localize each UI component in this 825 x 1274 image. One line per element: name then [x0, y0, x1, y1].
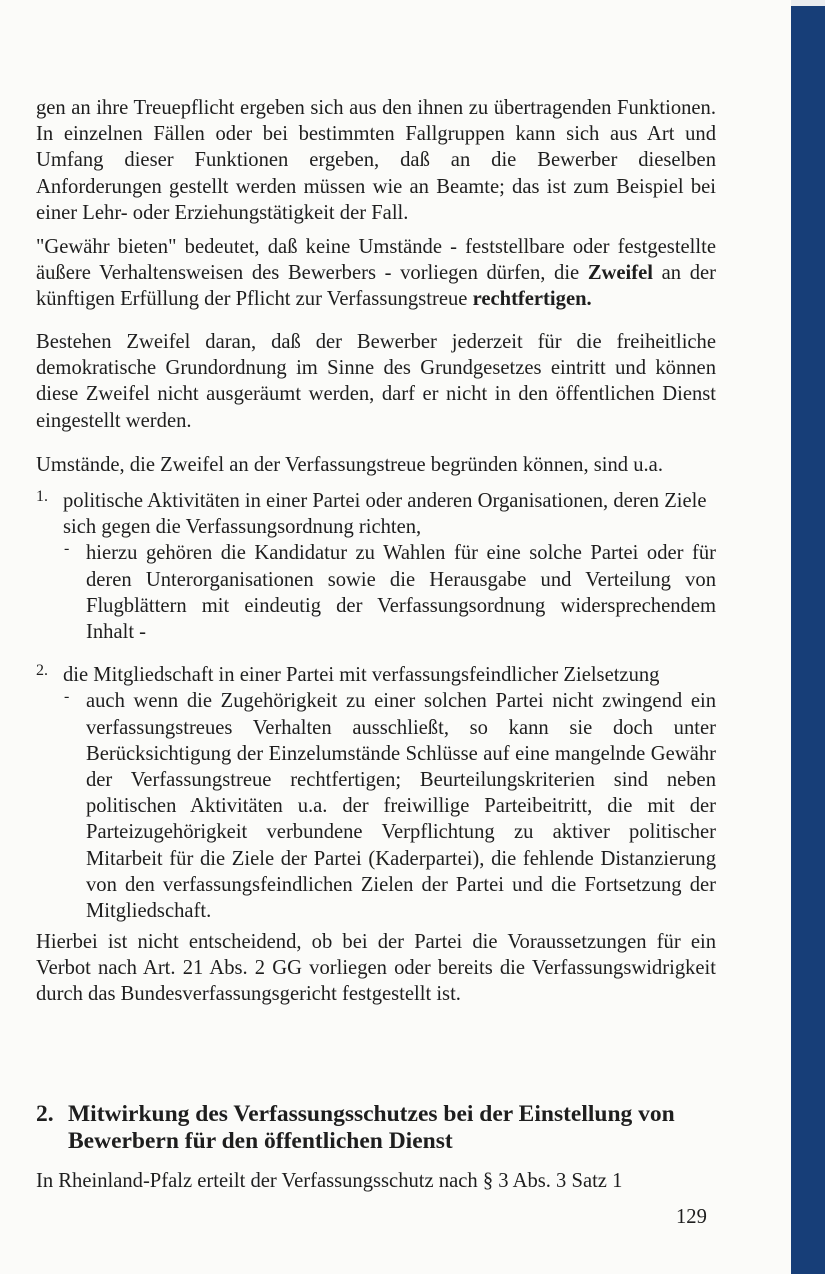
paragraph-gewaehr-bieten: [36, 234, 716, 313]
section-title: Mitwirkung des Verfassungsschutzes bei der Einstellung von Bewerbern für den öffentlichen Dienst: [68, 1101, 675, 1154]
paragraph-verbot: Hierbei ist nicht entscheidend, ob bei der Partei die Voraussetzungen für ein Verbot nach Art. 21 Abs. 2 GG vorliegen oder bereits die Verfassungswidrigkeit durch das Bundesverfassungsgericht festgestellt ist.: [36, 931, 716, 1006]
list-item-number: 1.: [36, 488, 48, 505]
section-number: 2.: [36, 1101, 54, 1127]
list-item-subpoint: [63, 688, 716, 924]
page-edge-highlight: [791, 0, 825, 6]
bold-rechtfertigen: rechtfertigen.: [472, 288, 592, 311]
paragraph-umstaende: Umstände, die Zweifel an der Verfassungstreue begründen können, sind u.a.: [36, 454, 663, 476]
subpoint-dash: -: [64, 540, 70, 558]
paragraph-gewaehr-text-mid: an der künftigen Erfüllung der Pflicht zur Verfassungstreue: [36, 262, 717, 311]
paragraph-gewaehr-text-start: "Gewähr bieten" bedeutet, daß keine Umstände - feststellbare oder festgestellte äußere Verhaltensweisen des Bewerbers - vorliegen dürfen, die: [36, 236, 716, 285]
paragraph-treuepflicht: gen an ihre Treuepflicht ergeben sich aus den ihnen zu übertragenden Funktionen. In einzelnen Fällen oder bei bestimmten Fallgruppen kann sich aus Art und Umfang dieser Funktionen ergeben, daß an die Bewerber dieselben Anforderungen gestellt werden müssen wie an Beamte; das ist zum Beispiel bei einer Lehr- oder Erziehungstätigkeit der Fall.: [36, 97, 716, 224]
bold-zweifel: Zweifel: [587, 262, 654, 285]
criteria-list: [36, 488, 716, 924]
paragraph-rheinland-pfalz: In Rheinland-Pfalz erteilt der Verfassungsschutz nach § 3 Abs. 3 Satz 1: [36, 1170, 623, 1192]
subpoint-text: auch wenn die Zugehörigkeit zu einer solchen Partei nicht zwingend ein verfassungstreues Verhalten ausschließt, so kann sie doch unter Berücksichtigung der Einzelumstände Schlüsse auf eine mangelnde Gewähr der Verfassungstreue rechtfertigen; Beurteilungskriterien sind neben politischen Aktivitäten u.a. der freiwillige Parteibeitritt, die mit der Parteizugehörigkeit verbundene Verpflichtung zu aktiver politischer Mitarbeit für die Ziele der Partei (Kaderpartei), die fehlende Distanzierung von den verfassungsfeindlichen Zielen der Partei und die Fortsetzung der Mitgliedschaft.: [86, 690, 716, 923]
subpoint-dash: -: [64, 688, 70, 706]
list-item: [36, 662, 716, 924]
paragraph-bestehen-zweifel: Bestehen Zweifel daran, daß der Bewerber jederzeit für die freiheitliche demokratische Grundordnung im Sinne des Grundgesetzes eintritt und können diese Zweifel nicht ausgeräumt werden, darf er nicht in den öffentlichen Dienst eingestellt werden.: [36, 331, 716, 432]
list-item-lead: politische Aktivitäten in einer Partei oder anderen Organisationen, deren Ziele sich gegen die Verfassungsordnung richten,: [63, 490, 707, 539]
section-heading: [36, 1101, 726, 1155]
list-item-subpoint: [63, 540, 716, 645]
list-item-number: 2.: [36, 662, 48, 680]
page-edge-bar: [791, 0, 825, 1274]
page-number: 129: [676, 1206, 707, 1228]
subpoint-text: hierzu gehören die Kandidatur zu Wahlen für eine solche Partei oder für deren Unterorganisationen sowie die Herausgabe und Verteilung von Flugblättern mit eindeutig der Verfassungsordnung widersprechendem Inhalt -: [86, 542, 716, 644]
list-item: [36, 488, 716, 645]
list-item-lead: die Mitgliedschaft in einer Partei mit verfassungsfeindlicher Zielsetzung: [63, 664, 660, 687]
